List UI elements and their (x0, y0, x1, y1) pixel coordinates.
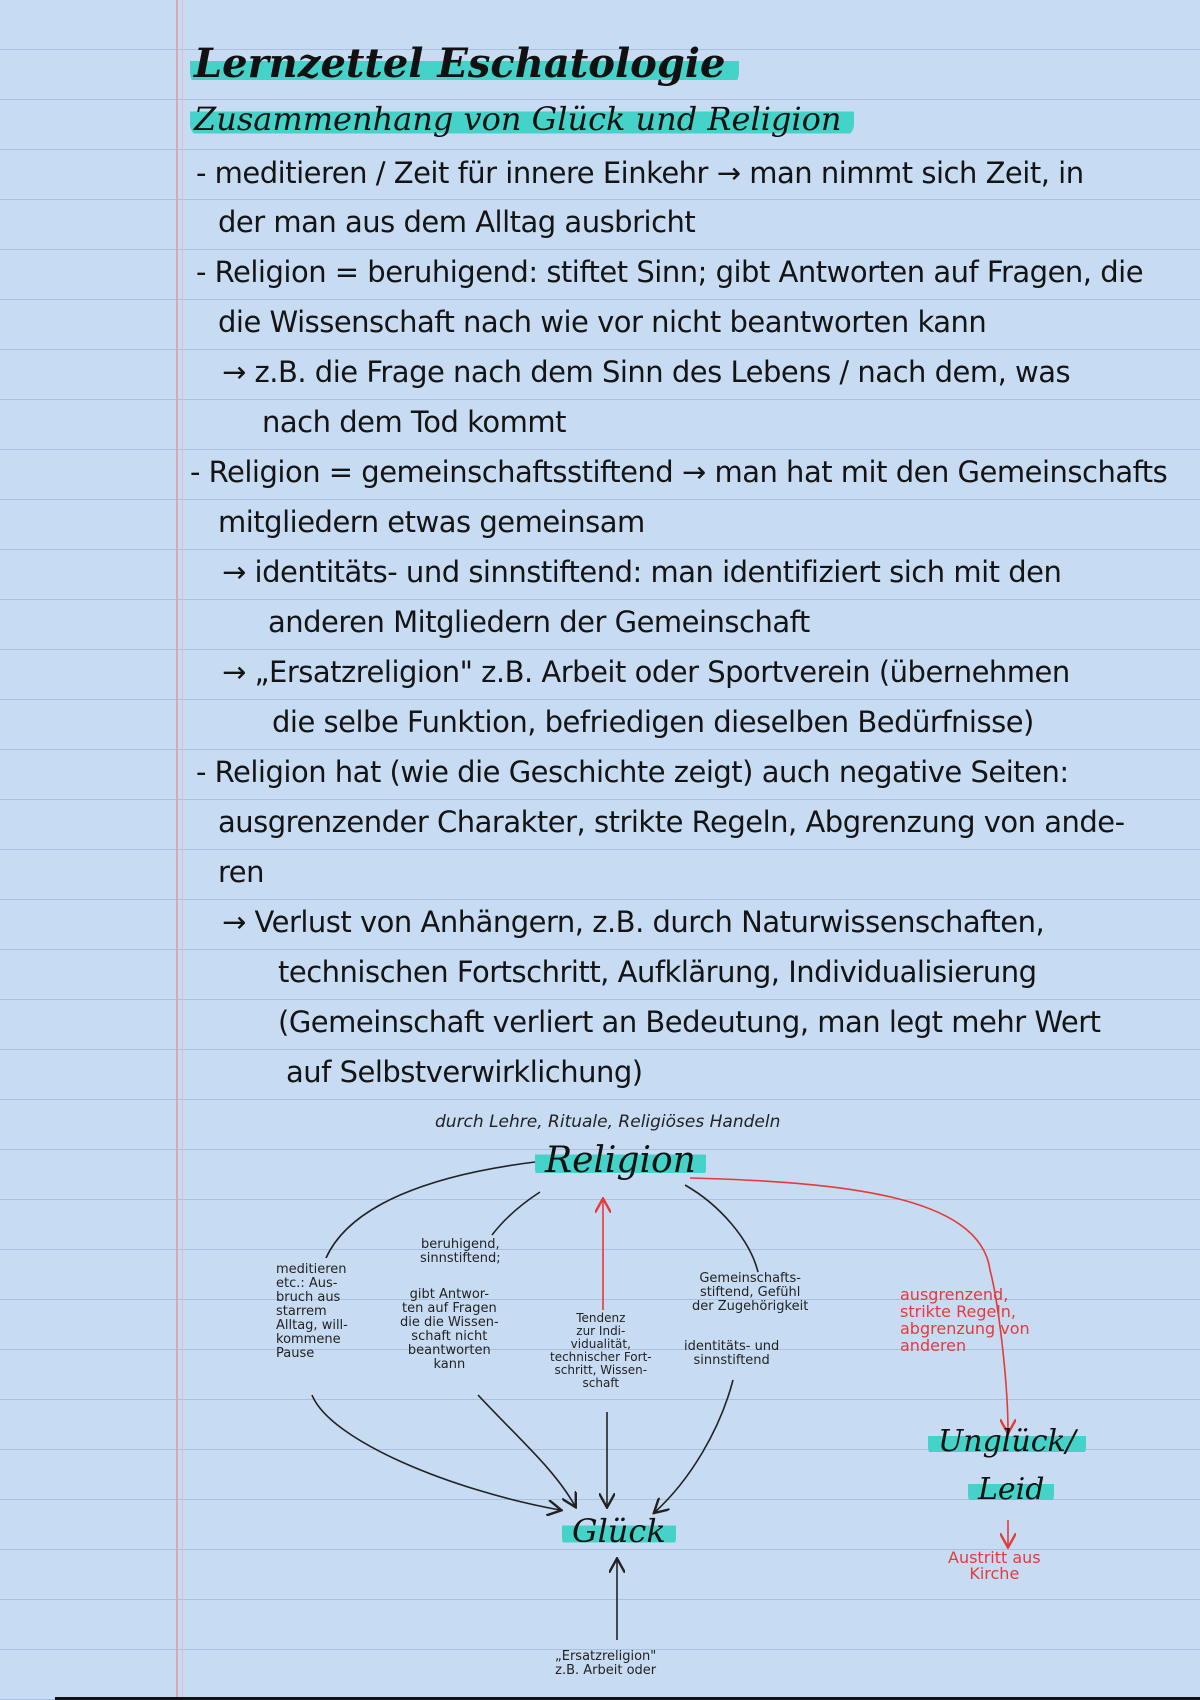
node-religion: Religion (535, 1140, 706, 1181)
arrow-meditieren-to-glueck (312, 1395, 560, 1510)
arrow-identitaet-to-glueck (655, 1380, 733, 1512)
note-line: → Verlust von Anhängern, z.B. durch Naturwissenschaften, (222, 905, 1045, 939)
note-line: → z.B. die Frage nach dem Sinn des Lebens / nach dem, was (222, 355, 1071, 389)
section-heading: Zusammenhang von Glück und Religion (190, 100, 854, 138)
note-line: anderen Mitgliedern der Gemeinschaft (268, 605, 810, 639)
note-line: nach dem Tod kommt (262, 405, 566, 439)
note-line: die selbe Funktion, befriedigen dieselben Bedürfnisse) (272, 705, 1034, 739)
note-line: der man aus dem Alltag ausbricht (218, 205, 696, 239)
antworten-note: gibt Antwor- ten auf Fragen die die Wissen- schaft nicht beantworten kann (400, 1287, 499, 1372)
austritt-note: Austritt aus Kirche (948, 1548, 1041, 1583)
note-line: → „Ersatzreligion" z.B. Arbeit oder Sportverein (übernehmen (222, 655, 1070, 689)
note-line: mitgliedern etwas gemeinsam (218, 505, 645, 539)
diagram-top-caption: durch Lehre, Rituale, Religiöses Handeln (435, 1112, 781, 1132)
note-line: die Wissenschaft nach wie vor nicht beantworten kann (218, 305, 987, 339)
node-glueck: Glück (562, 1512, 676, 1550)
identitaet-note: identitäts- und sinnstiftend (684, 1339, 780, 1368)
note-line: - meditieren / Zeit für innere Einkehr → man nimmt sich Zeit, in (196, 156, 1084, 190)
note-line: → identitäts- und sinnstiftend: man identifiziert sich mit den (222, 555, 1062, 589)
note-line: ausgrenzender Charakter, strikte Regeln, Abgrenzung von ande- (218, 805, 1125, 839)
tendenz-note: Tendenz zur Indi- vidualität, technischer Fort- schritt, Wissen- schaft (550, 1311, 652, 1390)
beruhigend-note: beruhigend, sinnstiftend; (420, 1237, 501, 1266)
page-title: Lernzettel Eschatologie (190, 40, 739, 87)
note-line: (Gemeinschaft verliert an Bedeutung, man legt mehr Wert (278, 1005, 1101, 1039)
ausgrenzend-note: ausgrenzend, strikte Regeln, abgrenzung von anderen (900, 1285, 1030, 1355)
note-line: - Religion hat (wie die Geschichte zeigt) auch negative Seiten: (196, 755, 1069, 789)
node-leid: Leid (968, 1472, 1054, 1507)
meditieren-note: meditieren etc.: Aus- bruch aus starrem Alltag, will- kommene Pause (276, 1262, 348, 1361)
note-line: auf Selbstverwirklichung) (286, 1055, 643, 1089)
note-line: technischen Fortschritt, Aufklärung, Individualisierung (278, 955, 1037, 989)
gemeinschaft-note: Gemeinschafts- stiftend, Gefühl der Zugehörigkeit (692, 1271, 809, 1314)
arrow-antworten-to-glueck (478, 1395, 575, 1506)
arrow-religion-to-gemeinschaft (685, 1185, 758, 1272)
note-line: - Religion = gemeinschaftsstiftend → man hat mit den Gemeinschafts (190, 455, 1168, 489)
node-unglueck: Unglück/ (928, 1424, 1086, 1459)
note-line: ren (218, 855, 265, 889)
ersatz-note: „Ersatzreligion" z.B. Arbeit oder (555, 1649, 657, 1678)
note-line: - Religion = beruhigend: stiftet Sinn; gibt Antworten auf Fragen, die (196, 255, 1144, 289)
arrow-religion-to-beruhigend (492, 1192, 540, 1235)
